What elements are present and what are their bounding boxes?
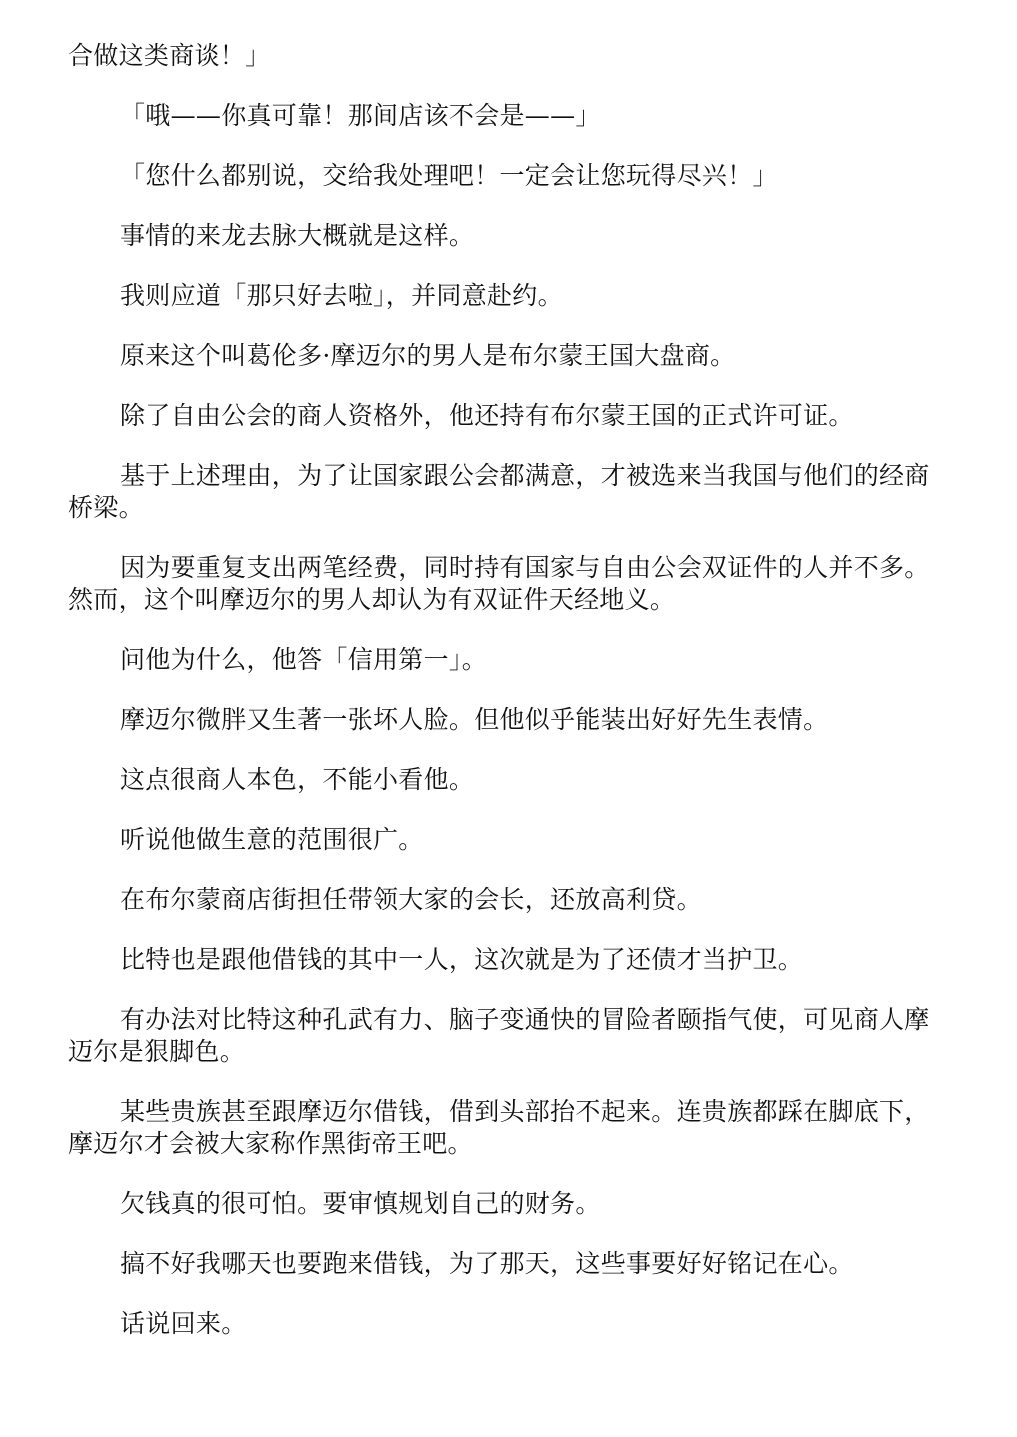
paragraph: 某些贵族甚至跟摩迈尔借钱，借到头部抬不起来。连贵族都踩在脚底下，摩迈尔才会被大家称作黑街帝王吧。 [68,1097,930,1158]
paragraph: 因为要重复支出两笔经费，同时持有国家与自由公会双证件的人并不多。然而，这个叫摩迈尔的男人却认为有双证件天经地义。 [68,553,930,614]
paragraph: 事情的来龙去脉大概就是这样。 [120,221,475,250]
paragraph-dialogue-1: 「哦——你真可靠！那间店该不会是——」 [120,101,601,130]
paragraph-continuation: 合做这类商谈！」 [68,41,271,70]
paragraph: 欠钱真的很可怕。要审慎规划自己的财务。 [120,1189,601,1218]
paragraph: 搞不好我哪天也要跑来借钱，为了那天，这些事要好好铭记在心。 [120,1249,854,1278]
paragraph: 听说他做生意的范围很广。 [120,825,424,854]
paragraph-dialogue-2: 「您什么都别说，交给我处理吧！一定会让您玩得尽兴！」 [120,161,778,190]
paragraph: 这点很商人本色，不能小看他。 [120,765,475,794]
paragraph: 除了自由公会的商人资格外，他还持有布尔蒙王国的正式许可证。 [120,401,854,430]
paragraph: 在布尔蒙商店街担任带领大家的会长，还放高利贷。 [120,885,702,914]
document-page [68,40,948,1368]
paragraph: 基于上述理由，为了让国家跟公会都满意，才被选来当我国与他们的经商桥梁。 [68,461,930,522]
paragraph: 原来这个叫葛伦多·摩迈尔的男人是布尔蒙王国大盘商。 [120,341,736,370]
paragraph: 摩迈尔微胖又生著一张坏人脸。但他似乎能装出好好先生表情。 [120,705,829,734]
paragraph: 有办法对比特这种孔武有力、脑子变通快的冒险者颐指气使，可见商人摩迈尔是狠脚色。 [68,1005,930,1066]
paragraph: 比特也是跟他借钱的其中一人，这次就是为了还债才当护卫。 [120,945,804,974]
paragraph: 我则应道「那只好去啦」，并同意赴约。 [120,281,563,310]
paragraph: 问他为什么，他答「信用第一」。 [120,645,488,674]
paragraph-closing: 话说回来。 [120,1309,247,1338]
